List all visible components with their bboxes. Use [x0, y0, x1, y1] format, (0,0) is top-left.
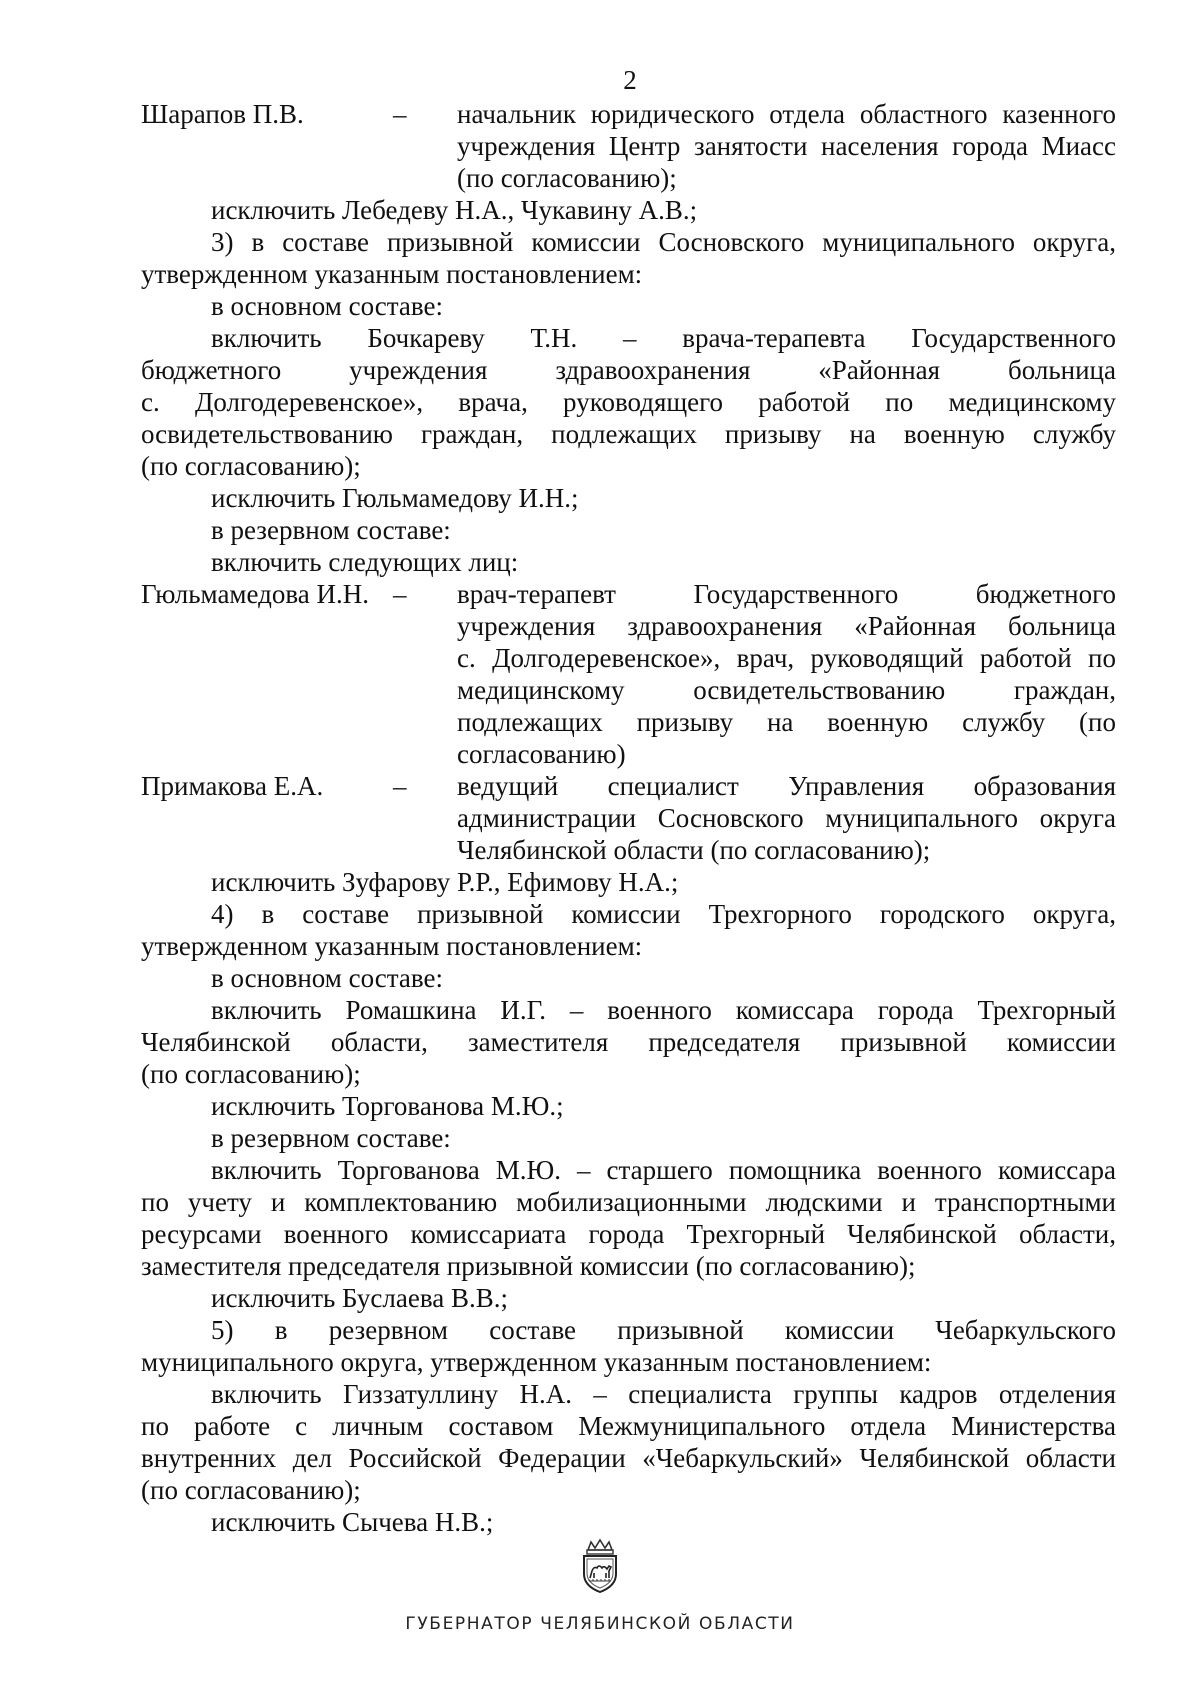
text-line: (по согласованию); [141, 1475, 361, 1505]
desc-line: медицинскому освидетельствованию граждан, [457, 675, 1116, 705]
person-name: Примакова Е.А. [141, 771, 324, 801]
person-description [457, 578, 1116, 770]
text-line: в резервном составе: [211, 515, 451, 545]
desc-line: Челябинской области (по согласованию); [457, 835, 931, 865]
desc-line: подлежащих призыву на военную службу (по [457, 707, 1116, 737]
footer-title: ГУБЕРНАТОР ЧЕЛЯБИНСКОЙ ОБЛАСТИ [405, 1614, 795, 1634]
text-line: с. Долгодеревенское», врача, руководящего работой по медицинскому [141, 387, 1116, 417]
text-line: утвержденном указанным постановлением: [141, 259, 643, 289]
text-line: Челябинской области, заместителя председателя призывной комиссии [141, 1027, 1116, 1057]
text-line: включить Гиззатуллину Н.А. – специалиста группы кадров отделения [211, 1379, 1116, 1409]
person-description [457, 770, 1116, 866]
person-entry-primakova [141, 770, 1116, 866]
text-line: в резервном составе: [211, 1123, 451, 1153]
text-line: ресурсами военного комиссариата города Трехгорный Челябинской области, [141, 1219, 1116, 1249]
coat-of-arms-icon [576, 1538, 624, 1594]
desc-line: начальник юридического отдела областного казенного [457, 99, 1116, 129]
person-description [457, 98, 1116, 194]
desc-line: согласованию) [457, 739, 626, 769]
text-line: внутренних дел Российской Федерации «Чебаркульский» Челябинской области [141, 1443, 1116, 1473]
text-line: исключить Зуфарову Р.Р., Ефимову Н.А.; [211, 867, 679, 897]
text-line: освидетельствованию граждан, подлежащих призыву на военную службу [141, 419, 1116, 449]
text-line: включить Ромашкина И.Г. – военного комиссара города Трехгорный [211, 995, 1116, 1025]
text-line: 4) в составе призывной комиссии Трехгорного городского округа, [211, 899, 1116, 929]
text-line: включить Торгованова М.Ю. – старшего помощника военного комиссара [211, 1155, 1116, 1185]
text-line: муниципального округа, утвержденном указанным постановлением: [141, 1347, 932, 1377]
person-name: Шарапов П.В. [141, 99, 304, 129]
desc-line: (по согласованию); [457, 163, 677, 193]
text-line: в основном составе: [211, 291, 443, 321]
text-line: включить Бочкареву Т.Н. – врача-терапевта Государственного [211, 323, 1116, 353]
dash: – [393, 99, 407, 129]
text-line: (по согласованию); [141, 451, 361, 481]
text-line: в основном составе: [211, 963, 443, 993]
text-line: заместителя председателя призывной комиссии (по согласованию); [141, 1251, 916, 1281]
text-line: бюджетного учреждения здравоохранения «Районная больница [141, 355, 1116, 385]
person-entry-gyulmamedova [141, 578, 1116, 770]
desc-line: учреждения Центр занятости населения города Миасс [457, 131, 1116, 161]
desc-line: администрации Сосновского муниципального округа [457, 803, 1116, 833]
text-line: 5) в резервном составе призывной комиссии Чебаркульского [211, 1315, 1116, 1345]
person-entry-sharapov [141, 98, 1116, 194]
desc-line: врач-терапевт Государственного бюджетного [457, 579, 1116, 609]
desc-line: с. Долгодеревенское», врач, руководящий работой по [457, 643, 1116, 673]
page-number: 2 [623, 65, 637, 95]
text-line: по работе с личным составом Межмуниципального отдела Министерства [141, 1411, 1116, 1441]
text-line: по учету и комплектованию мобилизационными людскими и транспортными [141, 1187, 1116, 1217]
text-line: 3) в составе призывной комиссии Сосновского муниципального округа, [211, 227, 1116, 257]
text-line: утвержденном указанным постановлением: [141, 931, 643, 961]
footer [0, 1538, 1200, 1640]
desc-line: ведущий специалист Управления образования [457, 771, 1116, 801]
text-line: (по согласованию); [141, 1059, 361, 1089]
text-line: исключить Торгованова М.Ю.; [211, 1091, 564, 1121]
text-line: исключить Буслаева В.В.; [211, 1283, 508, 1313]
document-body [141, 98, 1116, 1538]
desc-line: учреждения здравоохранения «Районная больница [457, 611, 1116, 641]
person-name: Гюльмамедова И.Н. [141, 579, 370, 609]
text-line: включить следующих лиц: [211, 547, 519, 577]
text-line: исключить Гюльмамедову И.Н.; [211, 483, 579, 513]
dash: – [393, 771, 407, 801]
text-line: исключить Лебедеву Н.А., Чукавину А.В.; [211, 195, 698, 225]
dash: – [393, 579, 407, 609]
text-line: исключить Сычева Н.В.; [211, 1507, 494, 1537]
